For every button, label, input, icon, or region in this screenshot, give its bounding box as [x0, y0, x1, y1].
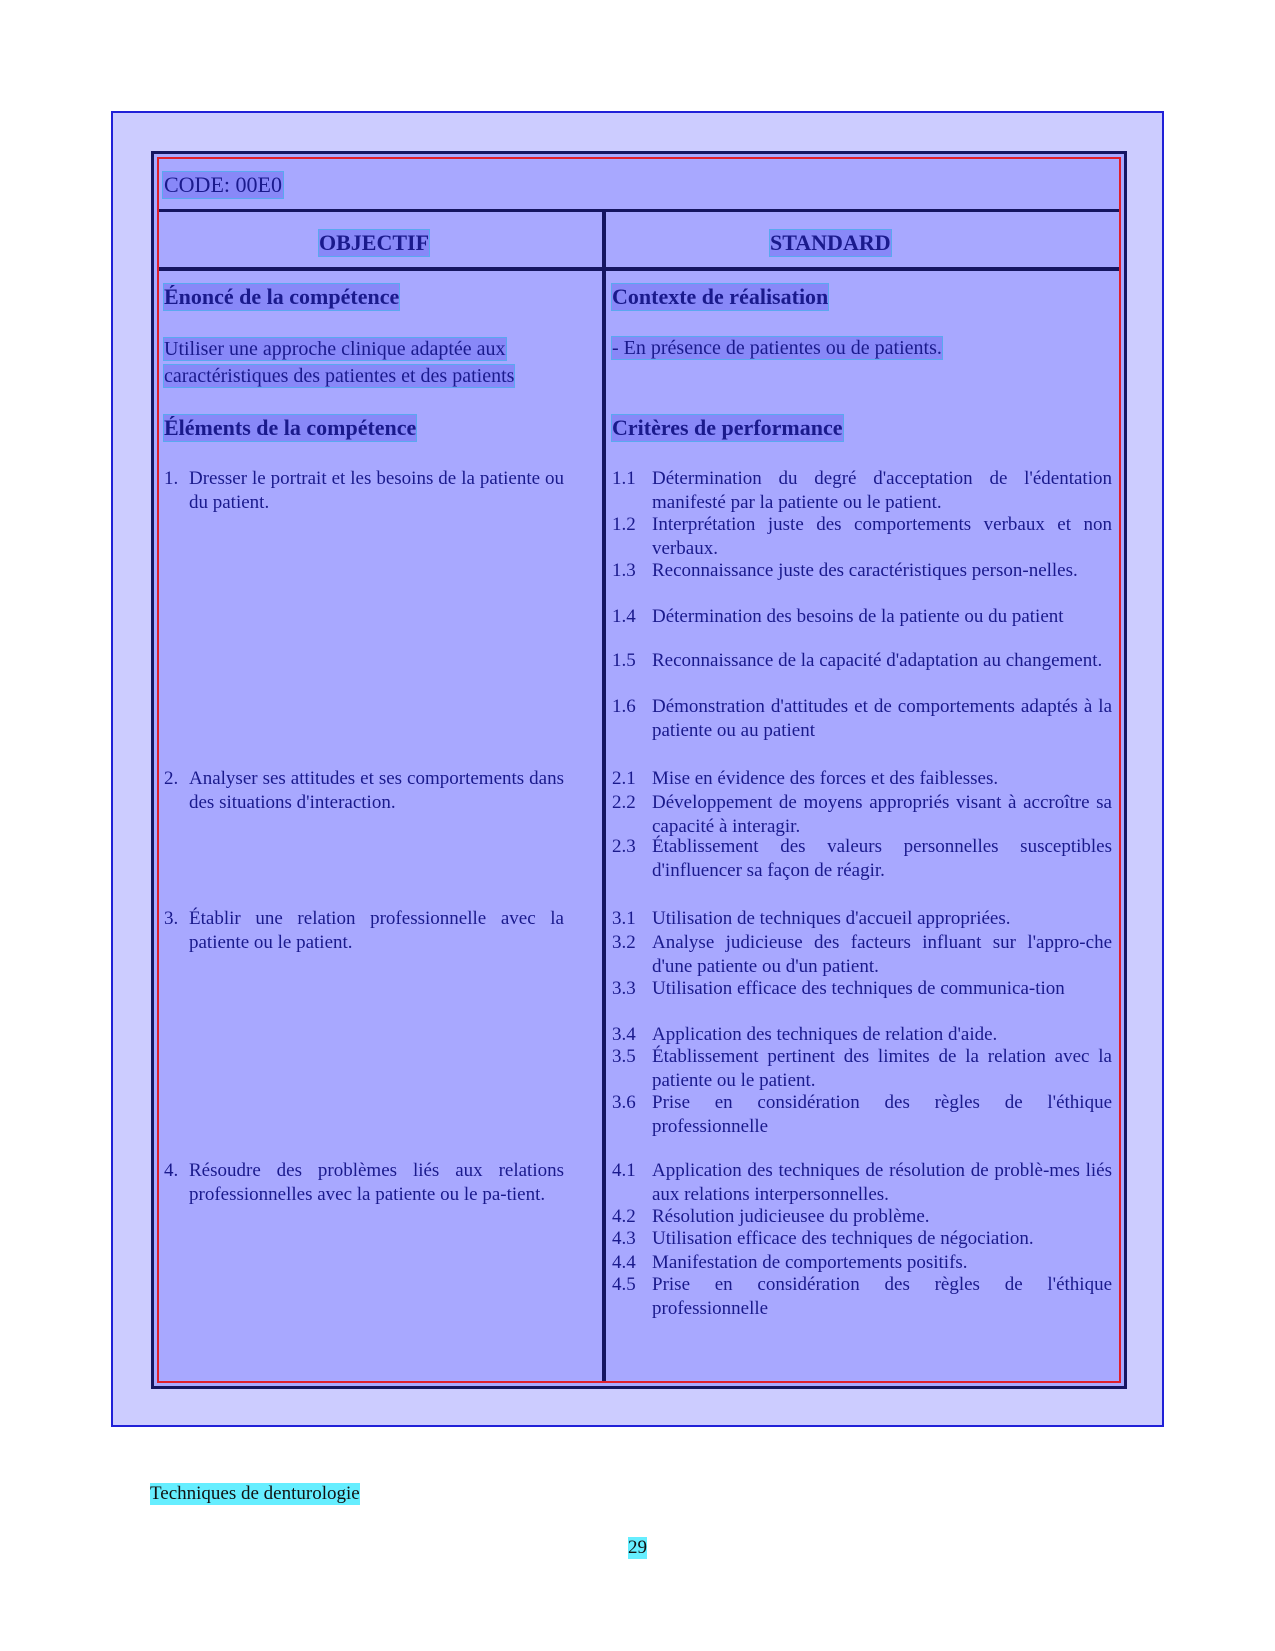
competence-table	[151, 151, 1127, 1389]
critere-4-5: 4.5 Prise en considération des règles de l'éthique professionnelle	[612, 1274, 1112, 1319]
contexte-item: - En présence de patientes ou de patients.	[612, 337, 942, 359]
critere-1-3: 1.3 Reconnaissance juste des caractéristiques person-nelles.	[612, 560, 1078, 581]
critere-3-6: 3.6 Prise en considération des règles de l'éthique professionnelle	[612, 1092, 1112, 1137]
enonce-text: Utiliser une approche clinique adaptée aux caractéristiques des patientes et des patients	[164, 338, 515, 387]
critere-2-1: 2.1 Mise en évidence des forces et des faiblesses.	[612, 768, 999, 789]
element-item-1: 1. Dresser le portrait et les besoins de la patiente ou du patient.	[164, 468, 564, 513]
critere-4-1: 4.1 Application des techniques de résolution de problè-mes liés aux relations interpersonnelles.	[612, 1160, 1112, 1205]
element-item-2: 2. Analyser ses attitudes et ses comportements dans des situations d'interaction.	[164, 768, 564, 813]
critere-3-1: 3.1 Utilisation de techniques d'accueil appropriées.	[612, 908, 1011, 929]
header-objectif: OBJECTIF	[319, 230, 430, 255]
critere-3-3: 3.3 Utilisation efficace des techniques de communica-tion	[612, 978, 1065, 999]
table-inner-border	[157, 157, 1121, 1383]
enonce-title: Énoncé de la compétence	[164, 284, 400, 309]
critere-1-4: 1.4 Détermination des besoins de la patiente ou du patient	[612, 606, 1064, 627]
critere-1-2: 1.2 Interprétation juste des comportements verbaux et non verbaux.	[612, 514, 1112, 559]
critere-3-4: 3.4 Application des techniques de relation d'aide.	[612, 1024, 998, 1045]
contexte-title: Contexte de réalisation	[612, 284, 829, 309]
critere-2-2: 2.2 Développement de moyens appropriés visant à accroître sa capacité à interagir.	[612, 792, 1112, 837]
criteres-title: Critères de performance	[612, 415, 843, 440]
elements-title: Éléments de la compétence	[164, 415, 417, 440]
critere-3-5: 3.5 Établissement pertinent des limites de la relation avec la patiente ou le patient.	[612, 1046, 1112, 1091]
code-row	[159, 159, 1119, 212]
header-standard: STANDARD	[770, 230, 891, 255]
critere-1-1: 1.1 Détermination du degré d'acceptation de l'édentation manifesté par la patiente ou le patient.	[612, 468, 1112, 513]
page-number: 29	[628, 1537, 647, 1558]
critere-4-4: 4.4 Manifestation de comportements positifs.	[612, 1252, 968, 1273]
critere-2-3: 2.3 Établissement des valeurs personnelles susceptibles d'influencer sa façon de réagir.	[612, 836, 1112, 881]
footer-program: Techniques de denturologie	[150, 1483, 360, 1504]
critere-3-2: 3.2 Analyse judicieuse des facteurs influant sur l'appro-che d'une patiente ou d'un patient.	[612, 932, 1112, 977]
critere-1-5: 1.5 Reconnaissance de la capacité d'adaptation au changement.	[612, 650, 1103, 671]
element-item-3: 3. Établir une relation professionnelle avec la patiente ou le patient.	[164, 908, 564, 953]
element-item-4: 4. Résoudre des problèmes liés aux relations professionnelles avec la patiente ou le pa-tient.	[164, 1160, 564, 1205]
column-divider	[602, 212, 606, 1381]
critere-1-6: 1.6 Démonstration d'attitudes et de comportements adaptés à la patiente ou au patient	[612, 696, 1112, 741]
critere-4-3: 4.3 Utilisation efficace des techniques de négociation.	[612, 1228, 1034, 1249]
header-row	[159, 212, 1119, 271]
code-label: CODE: 00E0	[164, 172, 282, 197]
critere-4-2: 4.2 Résolution judicieusee du problème.	[612, 1206, 930, 1227]
